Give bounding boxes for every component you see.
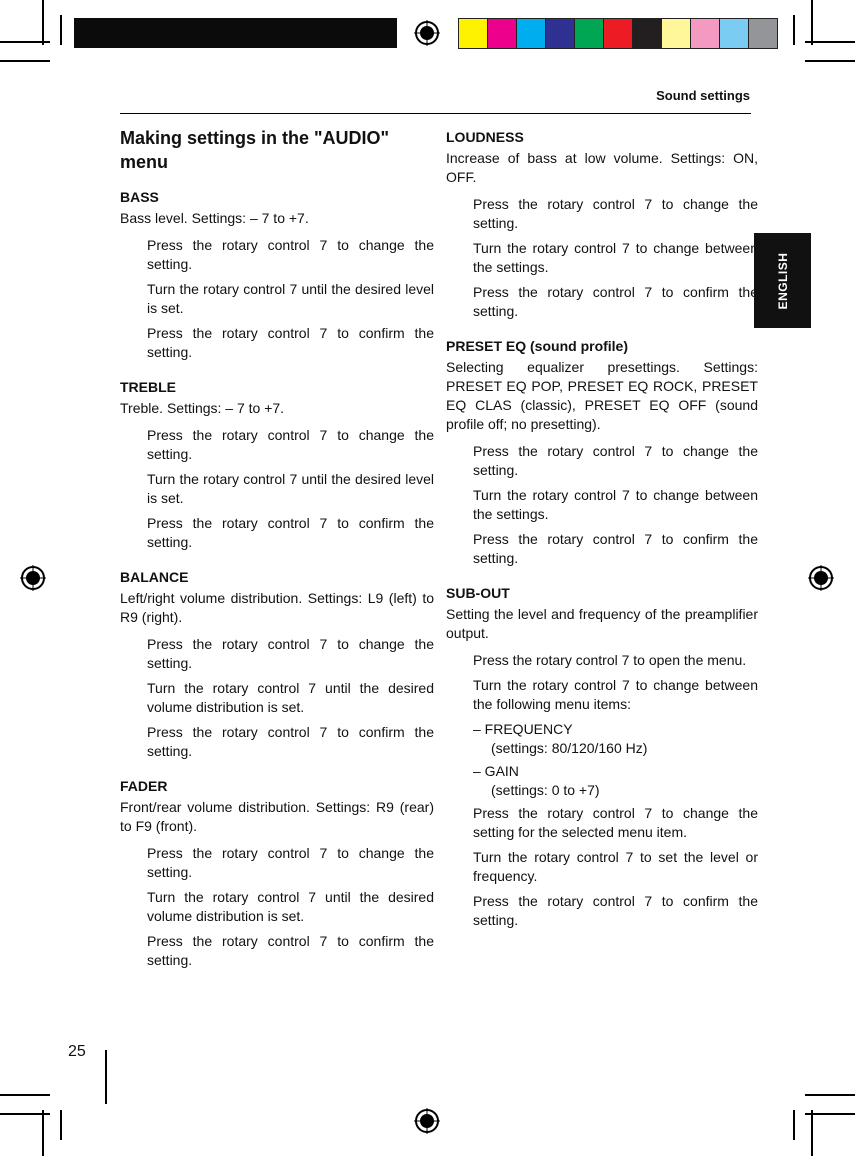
balance-description: Left/right volume distribution. Settings: L9 (left) to R9 (right). <box>120 590 434 625</box>
fader-step: Turn the rotary control 7 until the desired volume distribution is set. <box>147 889 434 924</box>
color-swatch <box>749 19 777 48</box>
menu-item-gain: – GAIN <box>473 763 519 779</box>
color-swatch <box>720 19 749 48</box>
color-swatch <box>575 19 604 48</box>
sub-out-step: Turn the rotary control 7 to change between the following menu items: <box>473 677 758 712</box>
color-swatch <box>517 19 546 48</box>
bass-step: Press the rotary control 7 to confirm the setting. <box>147 325 434 360</box>
fader-description: Front/rear volume distribution. Settings: R9 (rear) to F9 (front). <box>120 799 434 834</box>
page-number-rule <box>105 1050 107 1104</box>
bass-step: Turn the rotary control 7 until the desired level is set. <box>147 281 434 316</box>
page-number: 25 <box>68 1043 86 1060</box>
color-swatch <box>546 19 575 48</box>
crop-mark <box>811 1110 813 1156</box>
preset-eq-step: Turn the rotary control 7 to change between the settings. <box>473 487 758 522</box>
balance-step: Turn the rotary control 7 until the desired volume distribution is set. <box>147 680 434 715</box>
loudness-description: Increase of bass at low volume. Settings: ON, OFF. <box>446 150 758 185</box>
treble-step: Turn the rotary control 7 until the desired level is set. <box>147 471 434 506</box>
color-swatch <box>662 19 691 48</box>
crop-mark <box>0 60 50 62</box>
treble-heading: TREBLE <box>120 379 176 395</box>
sub-out-step: Press the rotary control 7 to confirm the setting. <box>473 893 758 928</box>
page-title: Making settings in the "AUDIO" menu <box>120 128 390 172</box>
preset-eq-description: Selecting equalizer presettings. Settings: PRESET EQ POP, PRESET EQ ROCK, PRESET EQ CLAS (classic), PRESET EQ OFF (sound profile off; no presetting). <box>446 359 758 432</box>
sub-out-heading: SUB-OUT <box>446 585 510 601</box>
sub-out-step: Turn the rotary control 7 to set the level or frequency. <box>473 849 758 884</box>
crop-mark <box>793 15 795 45</box>
crop-mark <box>793 1110 795 1140</box>
color-swatch <box>459 19 488 48</box>
crop-mark <box>805 1094 855 1096</box>
sub-out-step: Press the rotary control 7 to change the setting for the selected menu item. <box>473 805 758 840</box>
sub-out-step: Press the rotary control 7 to open the menu. <box>473 652 747 668</box>
left-column <box>120 126 434 976</box>
loudness-step: Turn the rotary control 7 to change between the settings. <box>473 240 758 275</box>
section-header: Sound settings <box>656 88 750 103</box>
color-swatch <box>488 19 517 48</box>
sub-out-description: Setting the level and frequency of the preamplifier output. <box>446 606 758 641</box>
preset-eq-heading: PRESET EQ (sound profile) <box>446 338 629 354</box>
crop-mark <box>811 0 813 45</box>
balance-step: Press the rotary control 7 to confirm the setting. <box>147 724 434 759</box>
color-swatch <box>633 19 662 48</box>
preset-eq-step: Press the rotary control 7 to change the setting. <box>473 443 758 478</box>
right-column <box>446 128 758 936</box>
crop-mark <box>0 1094 50 1096</box>
registration-mark-icon <box>414 1108 440 1134</box>
bass-description: Bass level. Settings: – 7 to +7. <box>120 210 309 226</box>
bass-step: Press the rotary control 7 to change the setting. <box>147 237 434 272</box>
balance-heading: BALANCE <box>120 569 189 585</box>
crop-mark <box>60 15 62 45</box>
treble-step: Press the rotary control 7 to confirm the setting. <box>147 515 434 550</box>
crop-mark <box>42 0 44 45</box>
color-swatch <box>604 19 633 48</box>
color-swatch <box>691 19 720 48</box>
registration-mark-icon <box>808 565 834 591</box>
treble-description: Treble. Settings: – 7 to +7. <box>120 400 285 416</box>
fader-step: Press the rotary control 7 to change the setting. <box>147 845 434 880</box>
menu-item-gain-detail: (settings: 0 to +7) <box>491 782 600 798</box>
loudness-step: Press the rotary control 7 to confirm the setting. <box>473 284 758 319</box>
language-tab-label: ENGLISH <box>775 252 790 309</box>
bass-heading: BASS <box>120 189 159 205</box>
registration-mark-icon <box>414 20 440 46</box>
crop-mark <box>42 1110 44 1156</box>
fader-step: Press the rotary control 7 to confirm the setting. <box>147 933 434 968</box>
registration-mark-icon <box>20 565 46 591</box>
balance-step: Press the rotary control 7 to change the setting. <box>147 636 434 671</box>
menu-item-frequency: – FREQUENCY <box>473 721 573 737</box>
loudness-step: Press the rotary control 7 to change the setting. <box>473 196 758 231</box>
treble-step: Press the rotary control 7 to change the setting. <box>147 427 434 462</box>
crop-mark <box>805 60 855 62</box>
preset-eq-step: Press the rotary control 7 to confirm the setting. <box>473 531 758 566</box>
print-black-bar <box>74 18 397 48</box>
fader-heading: FADER <box>120 778 168 794</box>
print-color-bar <box>458 18 778 49</box>
menu-item-frequency-detail: (settings: 80/120/160 Hz) <box>491 740 648 756</box>
crop-mark <box>60 1110 62 1140</box>
loudness-heading: LOUDNESS <box>446 129 524 145</box>
header-rule <box>120 113 751 114</box>
language-tab <box>754 233 811 328</box>
